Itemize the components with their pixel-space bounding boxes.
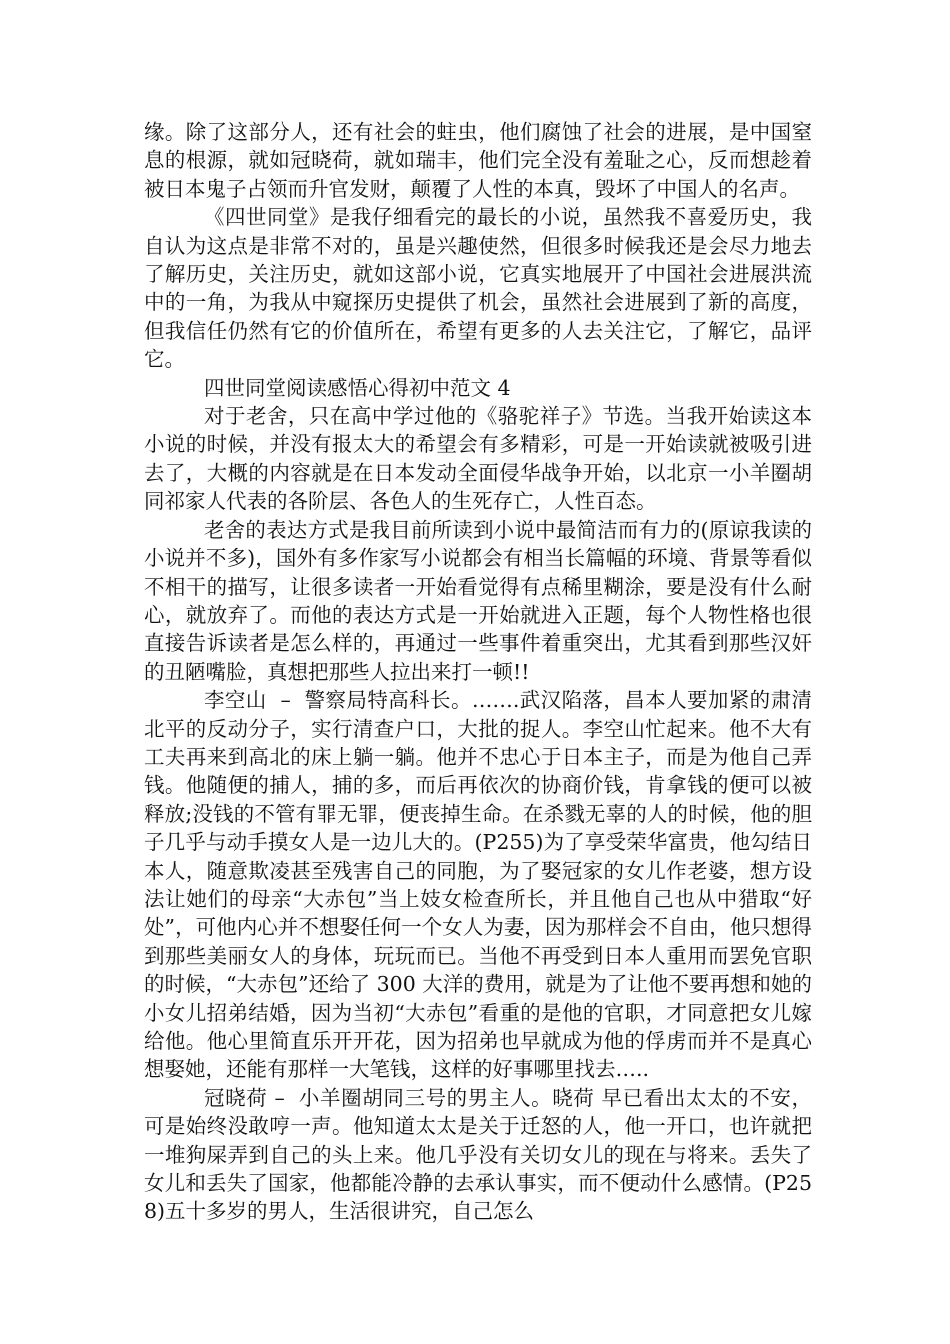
document-page — [144, 118, 812, 1226]
paragraph-book-reflection: 《四世同堂》是我仔细看完的最长的小说，虽然我不喜爱历史，我自认为这点是非常不对的，虽是兴趣使然，但很多时候我还是会尽力地去了解历史，关注历史，就如这部小说，它真实地展开了中国社会进展洪流中的一角，为我从中窥探历史提供了机会，虽然社会进展到了新的高度，但我信任仍然有它的价值所在，希望有更多的人去关注它，了解它，品评它。 — [144, 205, 812, 372]
paragraph-character-li-kongshan: 李空山 – 警察局特高科长。…….武汉陷落，昌本人要加紧的肃清北平的反动分子，实行清查户口，大批的捉人。李空山忙起来。他不大有工夫再来到高北的床上躺一躺。他并不忠心于日本主子，而是为他自己弄钱。他随便的捕人，捕的多，而后再依次的协商价钱，肯拿钱的便可以被释放;没钱的不管有罪无罪，便丧掉生命。在杀戮无辜的人的时候，他的胆子几乎与动手摸女人是一边儿大的。(P255)为了享受荣华富贵，他勾结日本人，随意欺凌甚至残害自己的同胞，为了娶冠家的女儿作老婆，想方设法让她们的母亲“大赤包”当上妓女检查所长，并且他自己也从中猎取“好处”，可他内心并不想娶任何一个女人为妻，因为那样会不自由，他只想得到那些美丽女人的身体，玩玩而已。当他不再受到日本人重用而罢免官职的时候，“大赤包”还给了 300 大洋的费用，就是为了让他不要再想和她的小女儿招弟结婚，因为当初“大赤包”看重的是他的官职，才同意把女儿嫁给他。他心里简直乐开开花，因为招弟也早就成为他的俘虏而并不是真心想娶她，还能有那样一大笔钱，这样的好事哪里找去….. — [144, 688, 812, 1082]
section-heading: 四世同堂阅读感悟心得初中范文 4 — [204, 375, 511, 400]
paragraph-character-guan-xiaohe: 冠晓荷 – 小羊圈胡同三号的男主人。晓荷 早已看出太太的不安，可是始终没敢哼一声。他知道太太是关于迁怒的人，他一开口，也许就把一堆狗屎弄到自己的头上来。他几乎没有关切女儿的现在与将来。丢失了女儿和丢失了国家，他都能冷静的去承认事实，而不便动什么感情。(P258)五十多岁的男人，生活很讲究，自己怎么 — [144, 1085, 812, 1224]
paragraph-continuation: 缘。除了这部分人，还有社会的蛀虫，他们腐蚀了社会的进展，是中国窒息的根源，就如冠晓荷，就如瑞丰，他们完全没有羞耻之心，反而想趁着被日本鬼子占领而升官发财，颠覆了人性的本真，毁坏了中国人的名声。 — [144, 120, 812, 201]
paragraph-introduction: 对于老舍，只在高中学过他的《骆驼祥子》节选。当我开始读这本小说的时候，并没有报太大的希望会有多精彩，可是一开始读就被吸引进去了，大概的内容就是在日本发动全面侵华战争开始，以北京一小羊圈胡同祁家人代表的各阶层、各色人的生死存亡，人性百态。 — [144, 404, 812, 514]
paragraph-writing-style: 老舍的表达方式是我目前所读到小说中最简洁而有力的(原谅我读的小说并不多)，国外有多作家写小说都会有相当长篇幅的环境、背景等看似不相干的描写，让很多读者一开始看觉得有点稀里糊涂，要是没有什么耐心，就放弃了。而他的表达方式是一开始就进入正题，每个人物性格也很直接告诉读者是怎么样的，再通过一些事件着重突出，尤其看到那些汉奸的丑陋嘴脸，真想把那些人拉出来打一顿!! — [144, 517, 812, 684]
